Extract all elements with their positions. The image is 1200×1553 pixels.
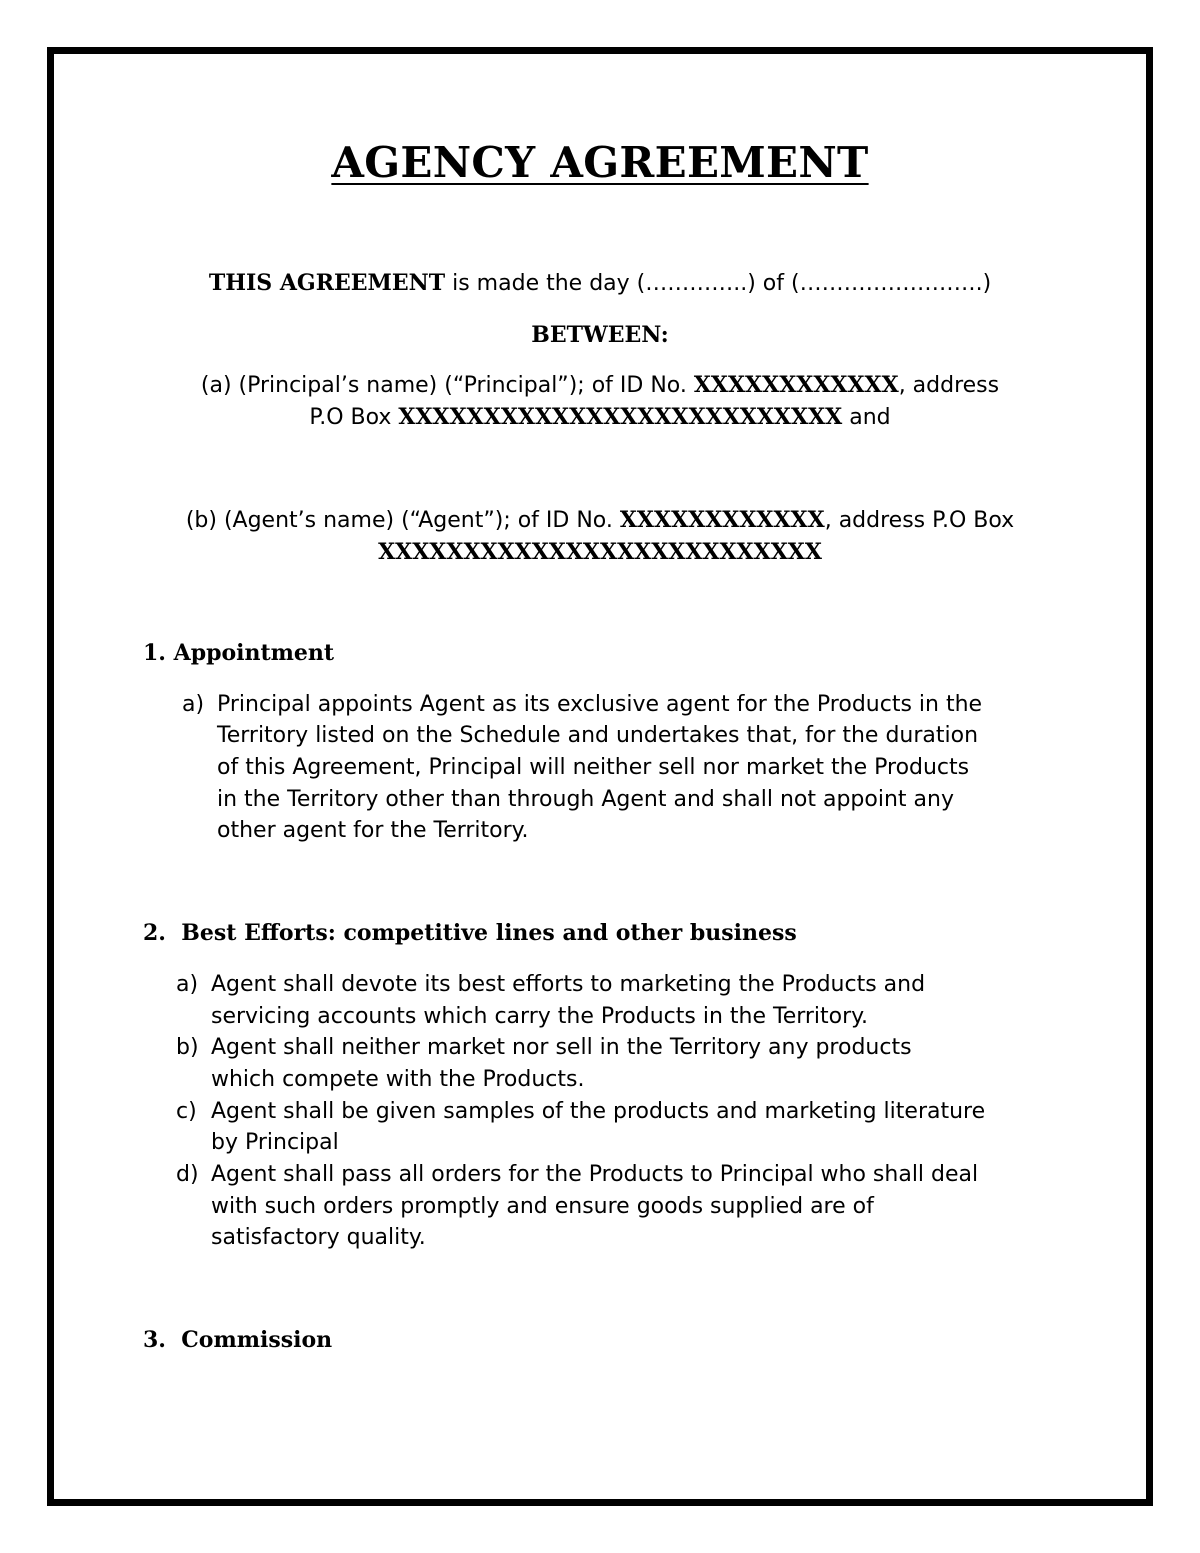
party-b-suffix: , address P.O Box <box>824 508 1015 533</box>
party-a-line-1 <box>0 372 1200 398</box>
party-a-suffix: , address <box>898 373 1000 398</box>
party-a-line-2 <box>0 404 1200 430</box>
section-2-item-d-line: Agent shall pass all orders for the Products to Principal who shall deal <box>211 1162 979 1187</box>
section-2-item-b-marker: b) <box>176 1035 199 1060</box>
preamble-rest: is made the day (…………..) of (…………………….) <box>445 271 992 296</box>
section-2-item-a-line: servicing accounts which carry the Products in the Territory. <box>211 1004 869 1029</box>
section-2-item-a-line: Agent shall devote its best efforts to marketing the Products and <box>211 972 926 997</box>
party-a-and: and <box>842 405 891 430</box>
party-b-line-2 <box>0 539 1200 565</box>
section-2-item-d-line: satisfactory quality. <box>211 1225 426 1250</box>
document-title: AGENCY AGREEMENT <box>331 138 869 187</box>
party-a-pobox-prefix: P.O Box <box>309 405 399 430</box>
section-2-item-c-line: by Principal <box>211 1130 339 1155</box>
preamble-lead: THIS AGREEMENT <box>208 270 446 296</box>
party-b-id: XXXXXXXXXXXX <box>619 507 825 533</box>
section-2-item-a-marker: a) <box>176 972 199 997</box>
section-3-heading: 3. Commission <box>143 1327 333 1353</box>
section-1-item-a-line: of this Agreement, Principal will neither sell nor market the Products <box>217 755 970 780</box>
between-label <box>0 322 1200 348</box>
section-2-item-c-line: Agent shall be given samples of the products and marketing literature <box>211 1099 986 1124</box>
section-1-item-a-line: Principal appoints Agent as its exclusive agent for the Products in the <box>217 692 983 717</box>
preamble <box>0 270 1200 296</box>
section-2-item-b-line: which compete with the Products. <box>211 1067 585 1092</box>
section-2-item-b-line: Agent shall neither market nor sell in the Territory any products <box>211 1035 912 1060</box>
section-1-item-a-line: Territory listed on the Schedule and undertakes that, for the duration <box>217 723 979 748</box>
party-b-line-1 <box>0 507 1200 533</box>
section-2-item-d-marker: d) <box>176 1162 199 1187</box>
section-1-item-a-line: in the Territory other than through Agent and shall not appoint any <box>217 787 954 812</box>
party-a-id: XXXXXXXXXXXX <box>693 372 899 398</box>
section-2-heading: 2. Best Efforts: competitive lines and other business <box>143 920 797 946</box>
party-a-prefix: (a) (Principal’s name) (“Principal”); of ID No. <box>200 373 694 398</box>
section-1-item-a-line: other agent for the Territory. <box>217 818 529 843</box>
section-1-heading: 1. Appointment <box>143 640 335 666</box>
section-2-item-c-marker: c) <box>176 1099 197 1124</box>
party-b-pobox: XXXXXXXXXXXXXXXXXXXXXXXXXX <box>378 539 822 565</box>
section-1-item-a-marker: a) <box>182 692 205 717</box>
between-text: BETWEEN: <box>531 322 669 348</box>
party-b-prefix: (b) (Agent’s name) (“Agent”); of ID No. <box>185 508 620 533</box>
section-2-item-d-line: with such orders promptly and ensure goods supplied are of <box>211 1194 874 1219</box>
party-a-pobox: XXXXXXXXXXXXXXXXXXXXXXXXXX <box>398 404 843 430</box>
